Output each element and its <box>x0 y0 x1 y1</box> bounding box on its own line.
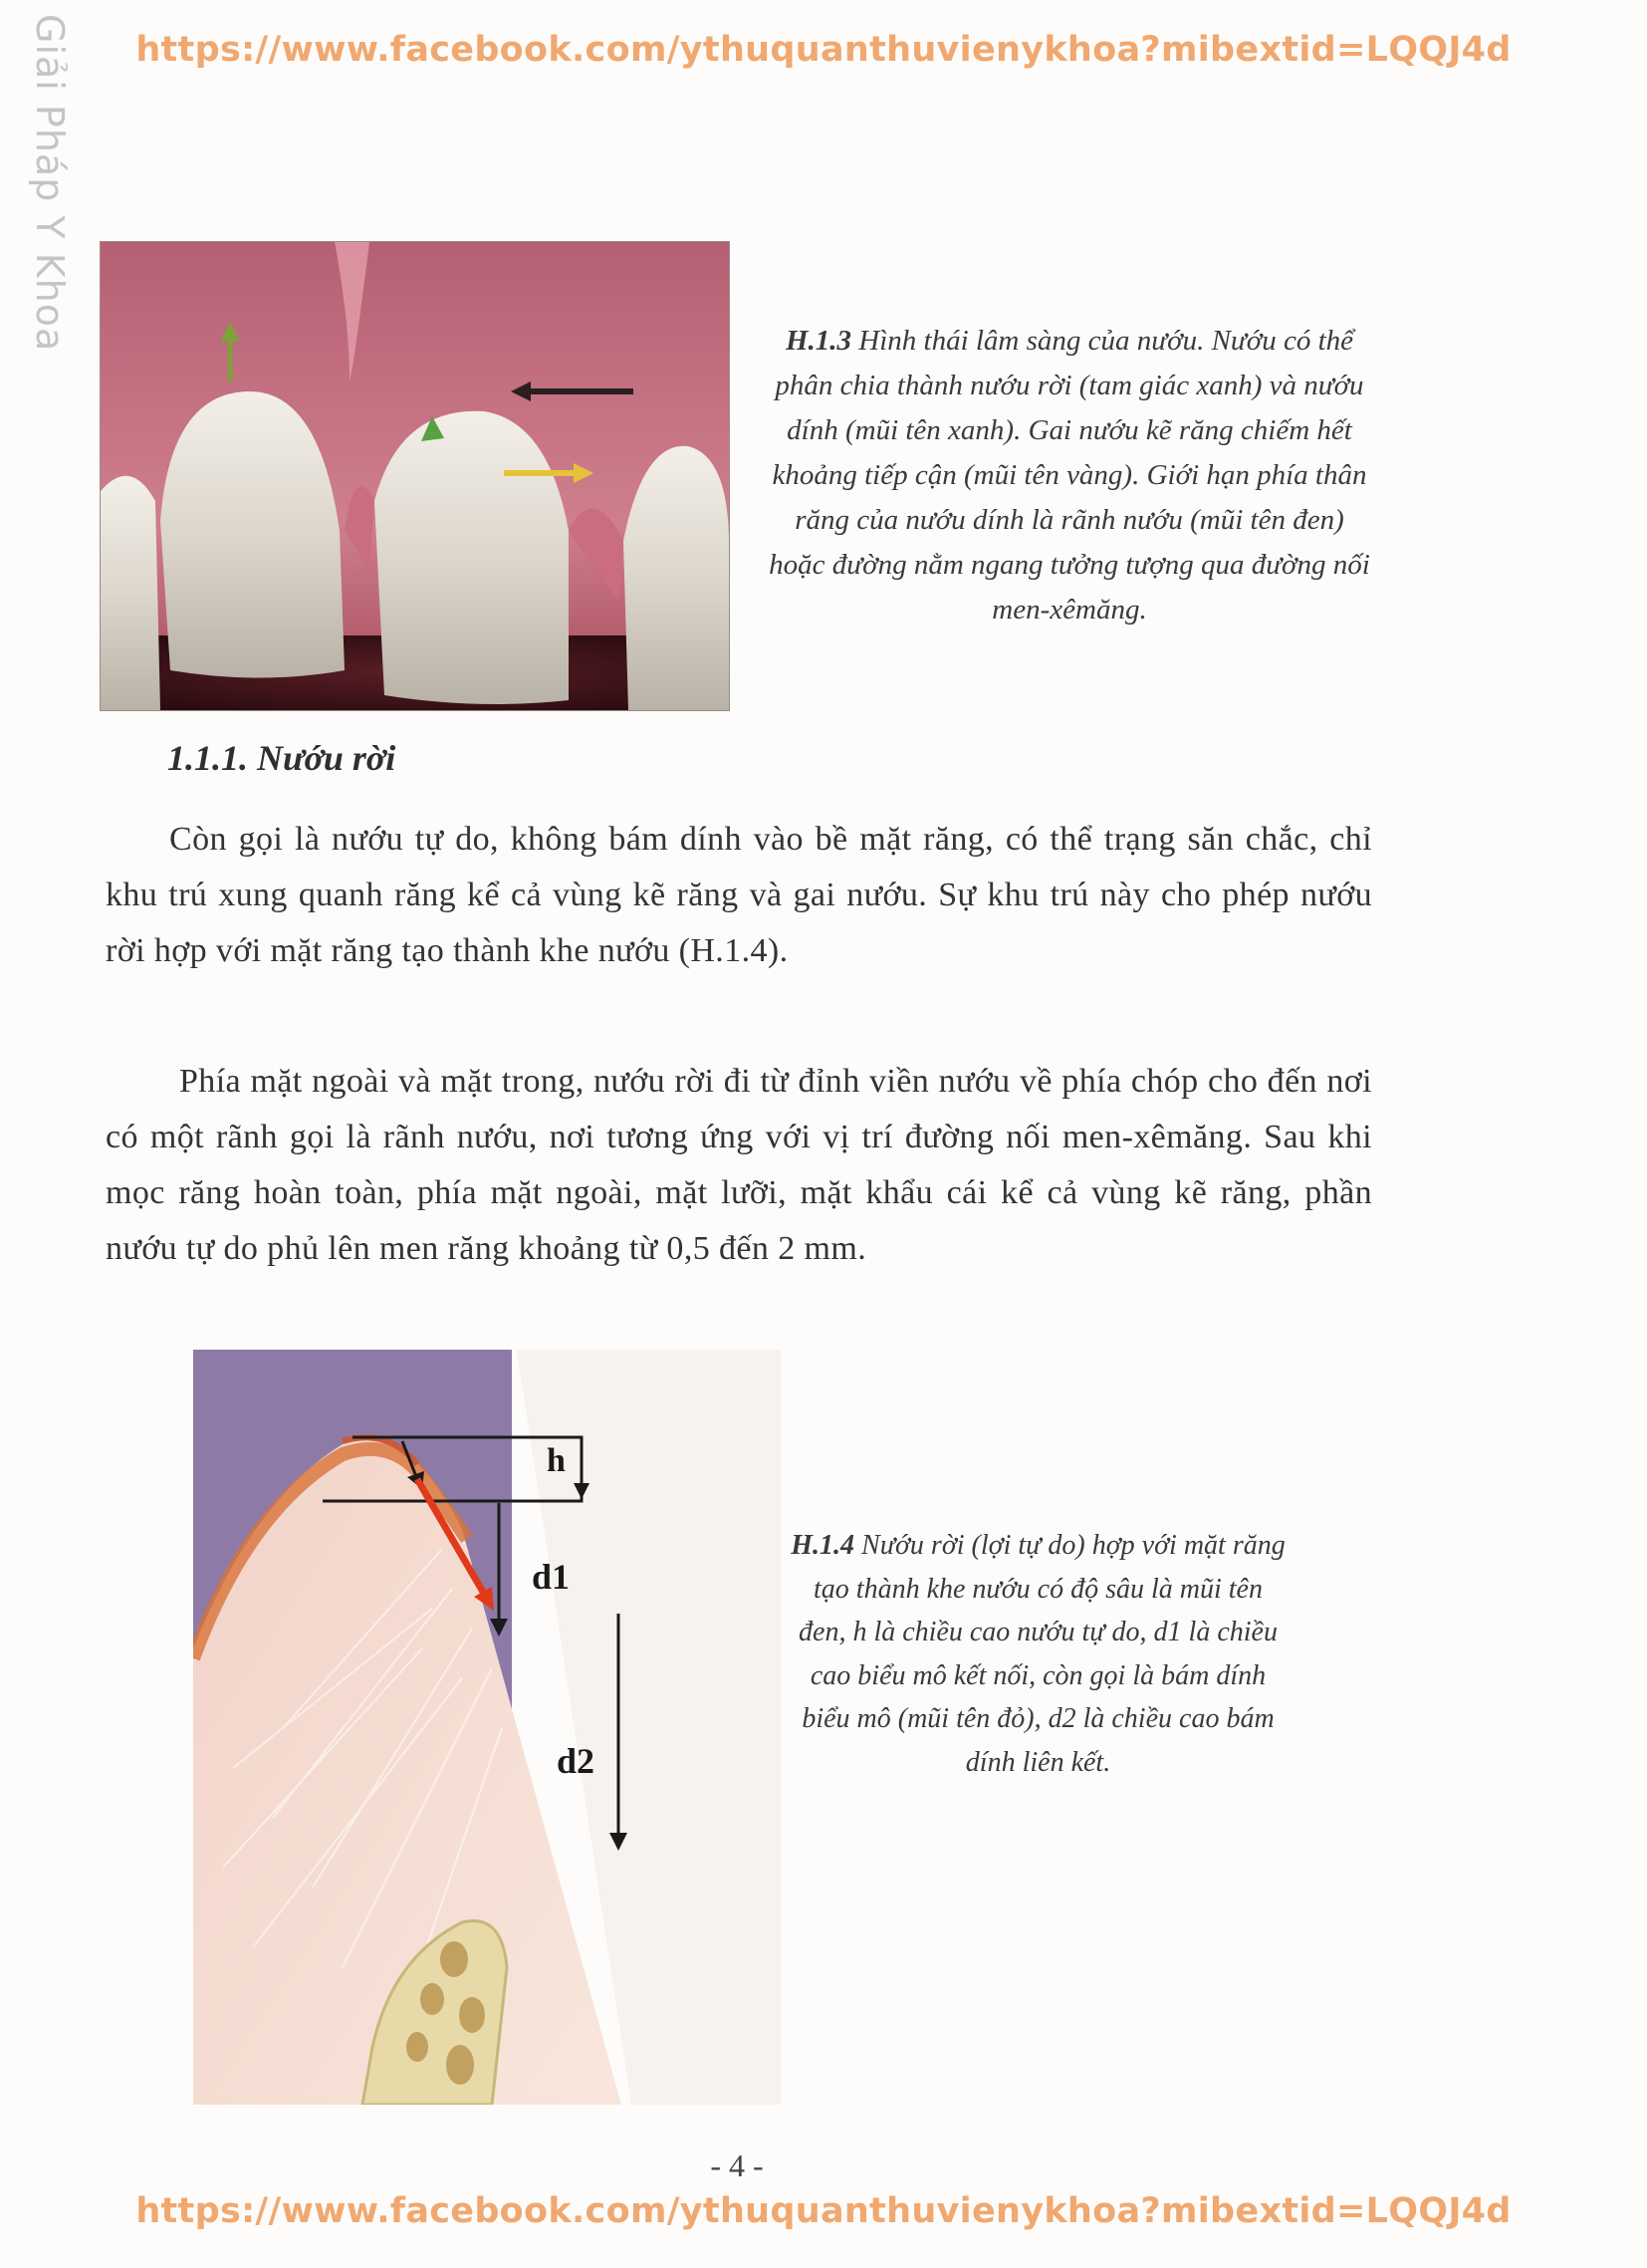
gingiva-clinical-photo <box>100 241 730 711</box>
paragraph-1: Còn gọi là nướu tự do, không bám dính vào bề mặt răng, có thể trạng săn chắc, chỉ khu trú xung quanh răng kể cả vùng kẽ răng và gai nướu. Sự khu trú này cho phép nướu rời hợp với mặt răng tạo thành khe nướu (H.1.4). <box>106 821 1372 969</box>
page-number: - 4 - <box>710 2147 764 2183</box>
figure-1-caption-text: Hình thái lâm sàng của nướu. Nướu có thể phân chia thành nướu rời (tam giác xanh) và nướu dính (mũi tên xanh). Gai nướu kẽ răng chiếm hết khoảng tiếp cận (mũi tên vàng). Giới hạn phía thân răng của nướu dính là rãnh nướu (mũi tên đen) hoặc đường nằm ngang tưởng tượng qua đường nối men-xêmăng. <box>769 325 1370 626</box>
figure-2-label: H.1.4 <box>791 1530 855 1561</box>
figure-1-caption <box>765 319 1374 632</box>
watermark-url-top[interactable]: https://www.facebook.com/ythuquanthuvienykhoa?mibextid=LQQJ4d <box>135 30 1512 70</box>
figure-2-caption <box>787 1524 1290 1784</box>
label-h: h <box>547 1442 566 1479</box>
label-d1: d1 <box>532 1557 571 1597</box>
label-d2: d2 <box>557 1741 595 1781</box>
figure-2-caption-text: Nướu rời (lợi tự do) hợp với mặt răng tạo thành khe nướu có độ sâu là mũi tên đen, h là chiều cao nướu tự do, d1 là chiều cao biểu mô kết nối, còn gọi là bám dính biểu mô (mũi tên đỏ), d2 là chiều cao bám dính liên kết. <box>799 1530 1286 1778</box>
section-heading: 1.1.1. Nướu rời <box>167 738 396 778</box>
paragraph-2: Phía mặt ngoài và mặt trong, nướu rời đi từ đỉnh viền nướu về phía chóp cho đến nơi có một rãnh gọi là rãnh nướu, nơi tương ứng với vị trí đường nối men-xêmăng. Sau khi mọc răng hoàn toàn, phía mặt ngoài, mặt lưỡi, mặt khẩu cái kể cả vùng kẽ răng, phần nướu tự do phủ lên men răng khoảng từ 0,5 đến 2 mm. <box>106 1063 1372 1267</box>
side-watermark: Giải Pháp Y Khoa <box>28 14 72 353</box>
watermark-url-bottom[interactable]: https://www.facebook.com/ythuquanthuvienykhoa?mibextid=LQQJ4d <box>135 2191 1512 2231</box>
gingival-sulcus-diagram <box>193 1350 781 2105</box>
figure-1-label: H.1.3 <box>785 325 852 357</box>
